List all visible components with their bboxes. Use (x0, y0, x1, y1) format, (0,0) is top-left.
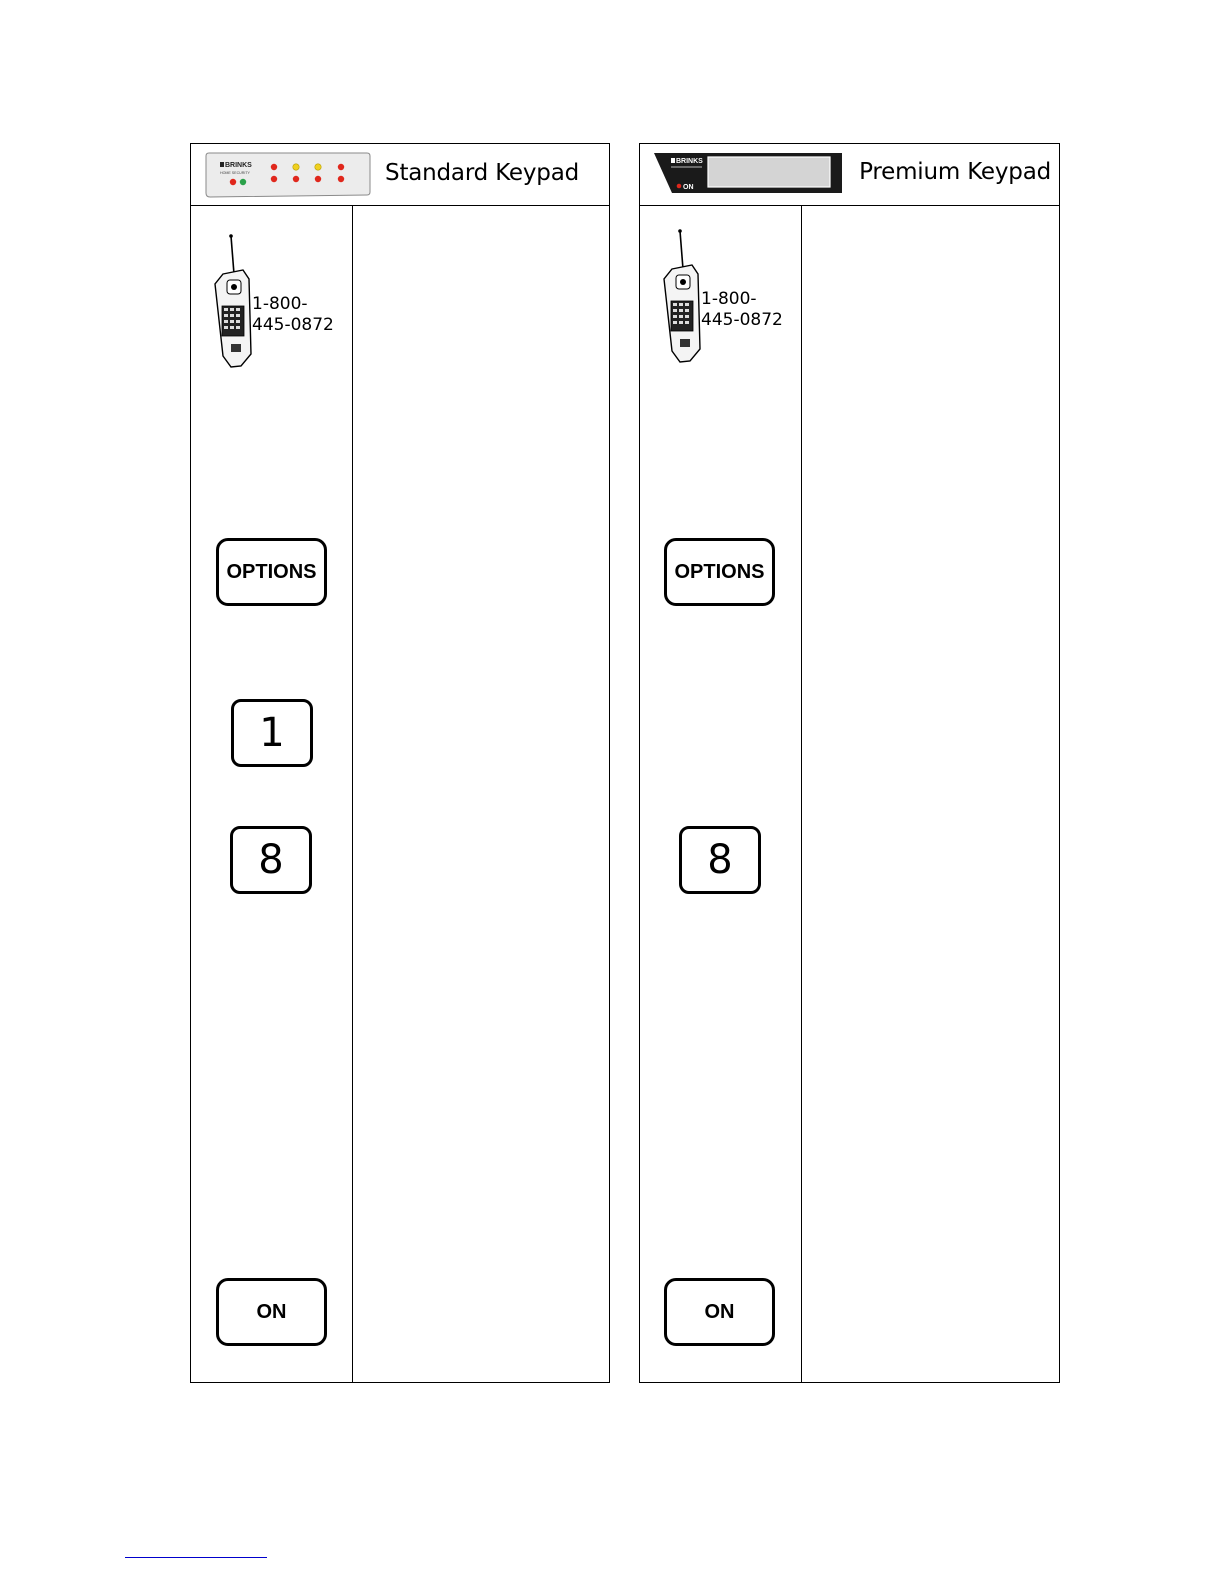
options-key-label: OPTIONS (226, 560, 317, 583)
premium-keypad-title: Premium Keypad (859, 159, 1051, 185)
on-key (216, 1278, 327, 1346)
key-8-label: 8 (707, 837, 733, 883)
standard-keypad-title: Standard Keypad (385, 160, 579, 186)
premium-keypad-header (640, 144, 1059, 206)
column-divider (352, 205, 353, 1382)
on-key-label: ON (704, 1300, 735, 1323)
on-key-label: ON (256, 1300, 287, 1323)
options-key-label: OPTIONS (674, 560, 765, 583)
svg-text:ON: ON (683, 184, 694, 191)
options-key (216, 538, 327, 606)
phone-number-line1: 1-800- (701, 289, 757, 309)
standard-keypad-panel (190, 143, 610, 1383)
column-divider (801, 205, 802, 1382)
phone-number-line2: 445-0872 (252, 315, 334, 335)
cordless-phone-icon (211, 234, 255, 369)
on-key (664, 1278, 775, 1346)
options-key (664, 538, 775, 606)
key-8-label: 8 (258, 837, 284, 883)
svg-text:HOME SECURITY: HOME SECURITY (220, 171, 250, 175)
standard-keypad-icon (204, 152, 372, 198)
svg-text:BRINKS: BRINKS (676, 158, 703, 165)
premium-keypad-panel (639, 143, 1060, 1383)
phone-number-line2: 445-0872 (701, 310, 783, 330)
key-1-label: 1 (259, 710, 285, 756)
cordless-phone-icon (660, 229, 704, 364)
standard-keypad-header (191, 144, 609, 206)
svg-text:BRINKS: BRINKS (225, 162, 252, 169)
premium-keypad-icon (652, 152, 844, 194)
key-8 (230, 826, 312, 894)
phone-number-line1: 1-800- (252, 294, 308, 314)
phone-number (252, 294, 334, 336)
footnote-rule (125, 1557, 267, 1558)
key-8 (679, 826, 761, 894)
phone-number (701, 289, 783, 331)
key-1 (231, 699, 313, 767)
